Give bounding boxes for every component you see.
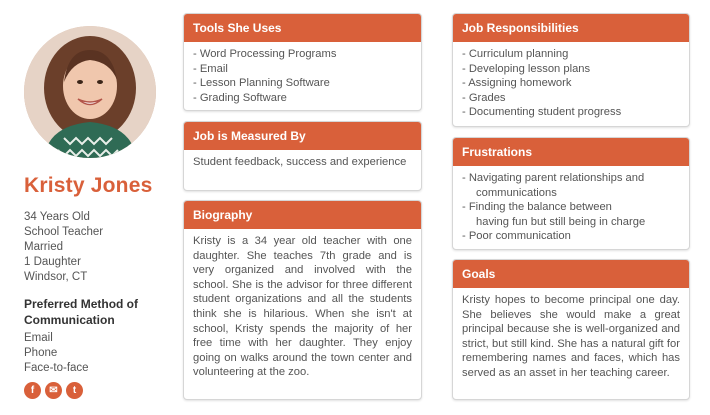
frustrations-card-title: Frustrations (453, 138, 689, 166)
goals-card (452, 259, 690, 400)
profile-photo (24, 26, 156, 158)
list-item: - Documenting student progress (462, 106, 622, 119)
list-item: - Poor communication (462, 230, 571, 243)
list-item: - Word Processing Programs (193, 48, 337, 60)
detail-age: 34 Years Old (24, 211, 90, 223)
job-responsibilities-card-title: Job Responsibilities (453, 14, 689, 42)
list-item: - Curriculum planning (462, 48, 569, 60)
communication-phone: Phone (24, 347, 58, 359)
list-item: - Assigning homework (462, 77, 572, 90)
tools-card-title: Tools She Uses (184, 14, 421, 42)
list-item-continuation: having fun but still being in charge (476, 215, 646, 228)
list-item: - Grading Software (193, 91, 287, 104)
facebook-icon[interactable]: f (24, 382, 41, 399)
job-measured-card (183, 121, 422, 191)
list-item: - Email (193, 62, 228, 75)
list-item-continuation: communications (476, 186, 557, 199)
communication-email: Email (24, 332, 53, 344)
social-links (24, 382, 83, 399)
detail-children: 1 Daughter (24, 256, 81, 268)
job-responsibilities-card (452, 13, 690, 127)
job-measured-card-title: Job is Measured By (184, 122, 421, 150)
person-portrait-icon (24, 26, 156, 158)
frustrations-card (452, 137, 690, 250)
tools-card (183, 13, 422, 111)
detail-location: Windsor, CT (24, 271, 88, 283)
list-item: - Lesson Planning Software (193, 77, 330, 90)
tools-list (193, 47, 412, 105)
detail-occupation: School Teacher (24, 226, 104, 238)
frustrations-list (462, 171, 680, 244)
biography-text: Kristy is a 34 year old teacher with one daughter. She teaches 7th grade and is very organized and involved with the school. She is the advisor for three different student organizations and all the students think she is hilarious. When she isn't at school, Kristy spends the majority of her free time with her daughter. They enjoy going on walks around the town center and volunteering at the zoo. (193, 235, 412, 379)
email-icon[interactable]: ✉ (45, 382, 62, 399)
job-measured-text: Student feedback, success and experience (193, 156, 407, 168)
goals-card-title: Goals (453, 260, 689, 288)
list-item: - Navigating parent relationships and (462, 172, 645, 184)
preferred-communication-title: Preferred Method of Communication (24, 297, 139, 327)
biography-card-title: Biography (184, 201, 421, 229)
communication-face-to-face: Face-to-face (24, 362, 89, 374)
list-item: - Finding the balance between (462, 201, 612, 214)
detail-marital-status: Married (24, 241, 63, 253)
persona-name: Kristy Jones (24, 174, 153, 197)
twitter-icon[interactable]: t (66, 382, 83, 399)
preferred-communication-list (24, 331, 89, 376)
list-item: - Grades (462, 91, 506, 104)
list-item: - Developing lesson plans (462, 62, 591, 75)
persona-details (24, 210, 103, 285)
biography-card (183, 200, 422, 400)
goals-text: Kristy hopes to become principal one day. She believes she would make a great principal because she is well-organized and strict, but still kind. She has a natural gift for remembering names and faces, which has served as an asset in her teaching career. (462, 294, 680, 379)
responsibilities-list (462, 47, 680, 120)
